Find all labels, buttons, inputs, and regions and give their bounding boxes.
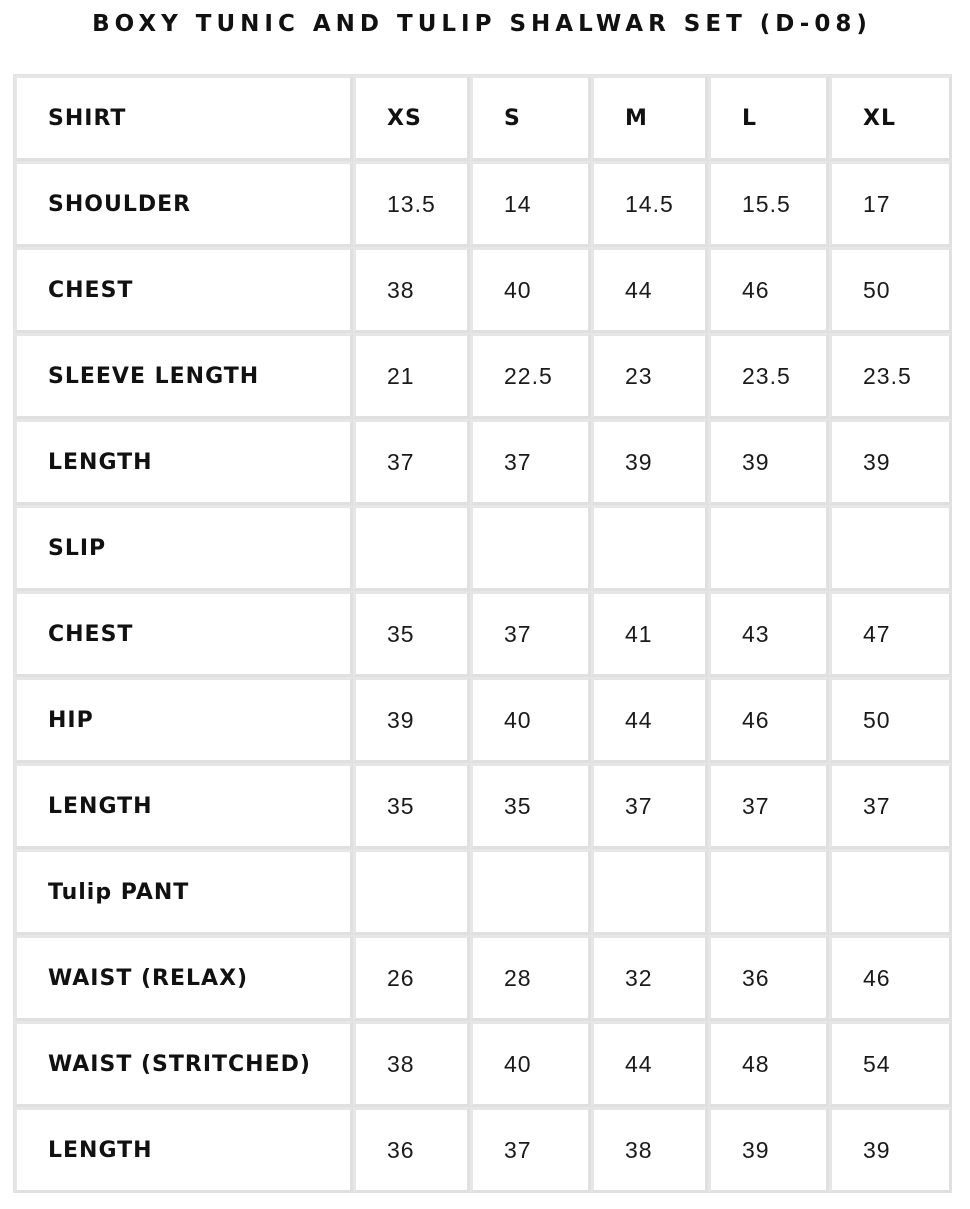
measurement-cell: 46 — [829, 935, 952, 1021]
size-header-l: L — [708, 75, 829, 161]
measurement-cell: 37 — [353, 419, 470, 505]
measurement-cell — [353, 849, 470, 935]
size-header-m: M — [591, 75, 708, 161]
measurement-cell: 23.5 — [829, 333, 952, 419]
measurement-cell: 35 — [353, 763, 470, 849]
table-row — [14, 935, 952, 1021]
measurement-cell: 54 — [829, 1021, 952, 1107]
measurement-cell: 38 — [353, 247, 470, 333]
row-label-cell: SHOULDER — [14, 161, 353, 247]
measurement-cell: 26 — [353, 935, 470, 1021]
measurement-cell: 15.5 — [708, 161, 829, 247]
measurement-cell: 40 — [470, 1021, 591, 1107]
measurement-cell: 36 — [353, 1107, 470, 1193]
measurement-cell: 43 — [708, 591, 829, 677]
measurement-cell — [829, 849, 952, 935]
size-header-xs: XS — [353, 75, 470, 161]
measurement-cell: 40 — [470, 677, 591, 763]
header-label-cell: SHIRT — [14, 75, 353, 161]
row-label-cell: LENGTH — [14, 1107, 353, 1193]
measurement-cell: 38 — [591, 1107, 708, 1193]
measurement-cell: 14 — [470, 161, 591, 247]
measurement-cell: 13.5 — [353, 161, 470, 247]
measurement-cell: 17 — [829, 161, 952, 247]
table-row — [14, 1021, 952, 1107]
table-row — [14, 333, 952, 419]
measurement-cell: 38 — [353, 1021, 470, 1107]
measurement-cell: 44 — [591, 677, 708, 763]
measurement-cell: 44 — [591, 1021, 708, 1107]
measurement-cell: 37 — [829, 763, 952, 849]
measurement-cell — [470, 505, 591, 591]
measurement-cell — [470, 849, 591, 935]
measurement-cell: 14.5 — [591, 161, 708, 247]
measurement-cell — [829, 505, 952, 591]
measurement-cell: 37 — [591, 763, 708, 849]
row-label-cell: CHEST — [14, 591, 353, 677]
table-row — [14, 161, 952, 247]
row-label-cell: LENGTH — [14, 763, 353, 849]
measurement-cell: 23 — [591, 333, 708, 419]
measurement-cell: 39 — [829, 1107, 952, 1193]
size-chart-table — [13, 74, 952, 1193]
table-row — [14, 1107, 952, 1193]
measurement-cell: 37 — [708, 763, 829, 849]
table-row — [14, 591, 952, 677]
row-label-cell: Tulip PANT — [14, 849, 353, 935]
measurement-cell: 36 — [708, 935, 829, 1021]
measurement-cell: 37 — [470, 419, 591, 505]
measurement-cell — [708, 505, 829, 591]
row-label-cell: WAIST (STRITCHED) — [14, 1021, 353, 1107]
row-label-cell: HIP — [14, 677, 353, 763]
measurement-cell: 39 — [708, 419, 829, 505]
measurement-cell: 21 — [353, 333, 470, 419]
measurement-cell: 23.5 — [708, 333, 829, 419]
measurement-cell: 40 — [470, 247, 591, 333]
measurement-cell: 35 — [470, 763, 591, 849]
measurement-cell: 46 — [708, 247, 829, 333]
measurement-cell: 47 — [829, 591, 952, 677]
page-title: BOXY TUNIC AND TULIP SHALWAR SET (D-08) — [92, 11, 872, 37]
row-label-cell: SLIP — [14, 505, 353, 591]
measurement-cell: 48 — [708, 1021, 829, 1107]
table-row — [14, 247, 952, 333]
table-row — [14, 849, 952, 935]
size-header-xl: XL — [829, 75, 952, 161]
measurement-cell: 46 — [708, 677, 829, 763]
measurement-cell: 44 — [591, 247, 708, 333]
measurement-cell: 37 — [470, 591, 591, 677]
measurement-cell — [353, 505, 470, 591]
table-row — [14, 419, 952, 505]
measurement-cell — [591, 505, 708, 591]
measurement-cell: 39 — [591, 419, 708, 505]
measurement-cell — [708, 849, 829, 935]
measurement-cell: 39 — [829, 419, 952, 505]
measurement-cell: 39 — [353, 677, 470, 763]
table-row — [14, 505, 952, 591]
measurement-cell: 39 — [708, 1107, 829, 1193]
table-header-row — [14, 75, 952, 161]
measurement-cell: 37 — [470, 1107, 591, 1193]
measurement-cell: 32 — [591, 935, 708, 1021]
size-header-s: S — [470, 75, 591, 161]
measurement-cell: 35 — [353, 591, 470, 677]
row-label-cell: LENGTH — [14, 419, 353, 505]
row-label-cell: SLEEVE LENGTH — [14, 333, 353, 419]
measurement-cell: 22.5 — [470, 333, 591, 419]
table-row — [14, 763, 952, 849]
row-label-cell: WAIST (RELAX) — [14, 935, 353, 1021]
measurement-cell: 41 — [591, 591, 708, 677]
measurement-cell: 28 — [470, 935, 591, 1021]
table-row — [14, 677, 952, 763]
measurement-cell: 50 — [829, 677, 952, 763]
measurement-cell: 50 — [829, 247, 952, 333]
measurement-cell — [591, 849, 708, 935]
row-label-cell: CHEST — [14, 247, 353, 333]
